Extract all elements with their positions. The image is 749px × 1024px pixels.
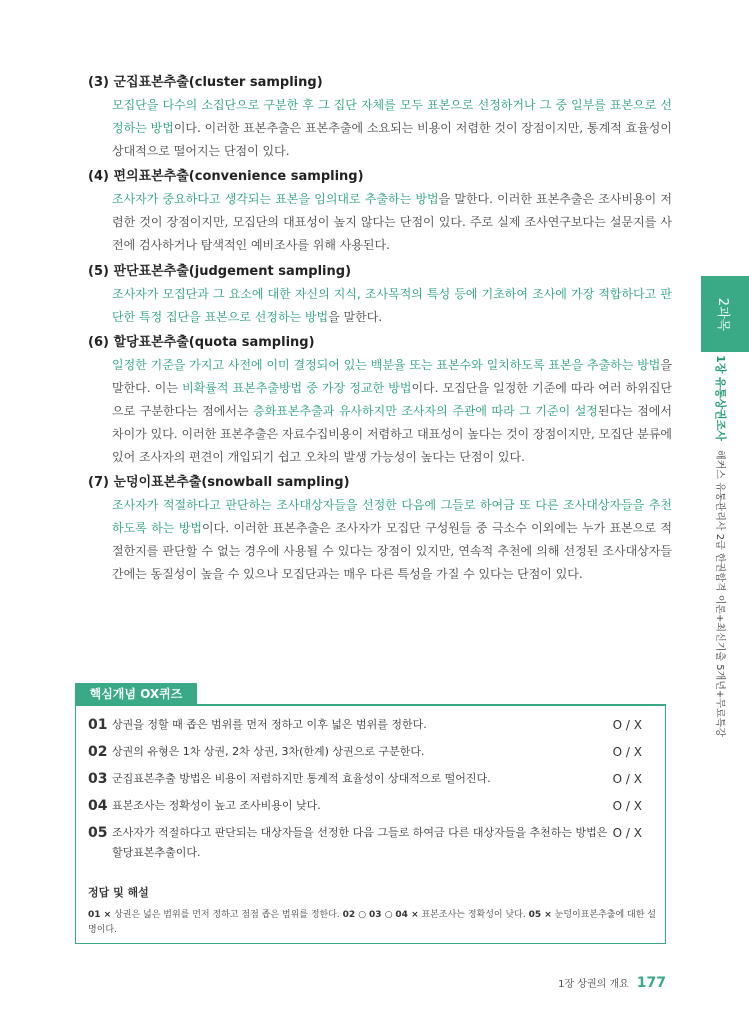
highlight-text: 조사자가 적절하다고 판단하는 조사대상자들을 선정한 다음에 그들로 하여금 또 다른 조사대상자들을 추천하도록 하는 방법 [112, 498, 672, 536]
chapter-side-label [697, 356, 745, 440]
ox-quiz-box [75, 704, 666, 944]
quiz-item-text: 표본조사는 정확성이 높고 조사비용이 낮다. [112, 799, 321, 812]
quiz-item-number: 01 [88, 717, 108, 733]
section-body [88, 283, 672, 329]
body-text: 이다. 이러한 표본추출은 표본추출에 소요되는 비용이 저렴한 것이 장점이지만, 통계적 효율성이 상대적으로 떨어지는 단점이 있다. [112, 120, 672, 158]
answer-key: 01 × [88, 910, 112, 920]
section-title: (3) 군집표본추출(cluster sampling) [88, 75, 323, 90]
answer-text: 상권은 넓은 범위를 먼저 정하고 점점 좁은 범위를 정한다. [111, 910, 343, 920]
chapter-side-text: 1장 유통상권조사 [714, 355, 727, 441]
answer-key: 03 ○ [369, 910, 393, 920]
section-snowball-sampling [88, 472, 672, 585]
book-title-side-label [697, 448, 745, 738]
ox-choice[interactable]: O / X [612, 772, 642, 786]
section-body [88, 188, 672, 256]
answer-key: 02 ○ [342, 910, 367, 920]
section-title: (5) 판단표본추출(judgement sampling) [88, 263, 352, 279]
footer-chapter: 1장 상권의 개요 [558, 979, 629, 990]
quiz-title: 핵심개념 OX퀴즈 [75, 683, 197, 704]
section-body [88, 94, 672, 162]
subject-tab-label: 2과목 [715, 297, 731, 331]
quiz-item-number: 05 [88, 825, 108, 841]
highlight-text: 모집단을 다수의 소집단으로 구분한 후 그 집단 자체를 모두 표본으로 선정하거나 그 중 일부를 표본으로 선정하는 방법 [112, 98, 672, 135]
answer-title: 정답 및 해설 [88, 886, 149, 899]
quiz-item-text: 군집표본추출 방법은 비용이 저렴하지만 통계적 효율성이 상대적으로 떨어진다. [112, 772, 491, 785]
highlight-text: 조사자가 모집단과 그 요소에 대한 자신의 지식, 조사목적의 특성 등에 기초하여 조사에 가장 적합하다고 판단한 특정 집단을 표본으로 선정하는 방법 [112, 286, 672, 324]
answer-text: 표본조사는 정확성이 낮다. [418, 910, 529, 920]
body-text: 을 말한다. 이러한 표본추출은 조사비용이 저렴한 것이 장점이지만, 모집단의 대표성이 높지 않다는 단점이 있다. 주로 실제 조사연구보다는 설문지를 사전에 검사하거나 탐색적인 예비조사를 위해 사용된다. [112, 192, 673, 252]
body-text: 을 말한다. [328, 309, 383, 324]
quiz-item-text: 조사자가 적절하다고 판단되는 대상자들을 선정한 다음 그들로 하여금 다른 대상자들을 추천하는 방법은 할당표본추출이다. [112, 826, 608, 859]
section-title: (6) 할당표본추출(quota sampling) [88, 335, 315, 351]
highlight-text: 조사자가 중요하다고 생각되는 표본을 임의대로 추출하는 방법 [112, 192, 439, 207]
subject-tab [701, 276, 749, 352]
answer-key: 05 × [528, 910, 552, 920]
book-title-side-text: 해커스 유통관리사 2급 한권합격 이론+최신기출 5개년+무료특강 [713, 449, 725, 737]
section-body [88, 354, 672, 468]
section-judgement-sampling [88, 261, 672, 329]
section-title: (4) 편의표본추출(convenience sampling) [88, 169, 364, 185]
page-number: 177 [636, 975, 666, 991]
highlight-text: 일정한 기준을 가지고 사전에 이미 결정되어 있는 백분율 또는 표본수와 일치하도록 표본을 추출하는 방법 [112, 358, 661, 373]
highlight-text: 비확률적 표본추출방법 중 가장 정교한 방법 [182, 381, 412, 396]
quiz-item-number: 03 [88, 771, 108, 787]
ox-choice[interactable]: O / X [612, 799, 642, 813]
body-text: 이다. 모집단을 일정한 기준에 따라 여러 하위집단으로 구분한다는 점에서는 [112, 381, 673, 418]
ox-choice[interactable]: O / X [612, 718, 642, 732]
section-convenience-sampling [88, 166, 672, 256]
section-body [88, 494, 672, 585]
body-text: 된다는 점에서 차이가 있다. 이러한 표본추출은 자료수집비용이 저렴하고 대표성이 높다는 것이 장점이지만, 모집단 분류에 있어 조사자의 편견이 개입되기 쉽고 오차의 발생 가능성이 높다는 단점이 있다. [112, 403, 672, 464]
quiz-item-number: 04 [88, 798, 108, 814]
section-title: (7) 눈덩이표본추출(snowball sampling) [88, 475, 350, 491]
section-quota-sampling [88, 332, 672, 468]
body-text: 이다. 이러한 표본추출은 조사자가 모집단 구성원들 중 극소수 이외에는 누가 표본으로 적절한지를 판단할 수 없는 경우에 사용될 수 있다는 장점이 있지만, 연속적 추천에 의해 선정된 조사대상자들 간에는 동질성이 높을 수 있으나 모집단과는 매우 다른 특성을 가질 수 있다는 단점이 있다. [112, 521, 672, 581]
ox-choice[interactable]: O / X [612, 826, 642, 840]
quiz-item-text: 상권을 정할 때 좁은 범위를 먼저 정하고 이후 넓은 범위를 정한다. [112, 718, 427, 731]
answer-key: 04 × [395, 910, 419, 920]
answer-explanation [88, 908, 658, 938]
quiz-item-number: 02 [88, 744, 108, 760]
highlight-text: 층화표본추출과 유사하지만 조사자의 주관에 따라 그 기준이 설정 [253, 403, 598, 418]
body-text: 을 말한다. 이는 [112, 358, 672, 396]
quiz-item-text: 상권의 유형은 1차 상권, 2차 상권, 3차(한계) 상권으로 구분한다. [112, 745, 425, 758]
section-cluster-sampling [88, 72, 672, 162]
ox-choice[interactable]: O / X [612, 745, 642, 759]
page-footer [558, 975, 666, 991]
main-content [88, 72, 672, 590]
answer-text: 눈덩이표본추출에 대한 설명이다. [88, 910, 656, 935]
